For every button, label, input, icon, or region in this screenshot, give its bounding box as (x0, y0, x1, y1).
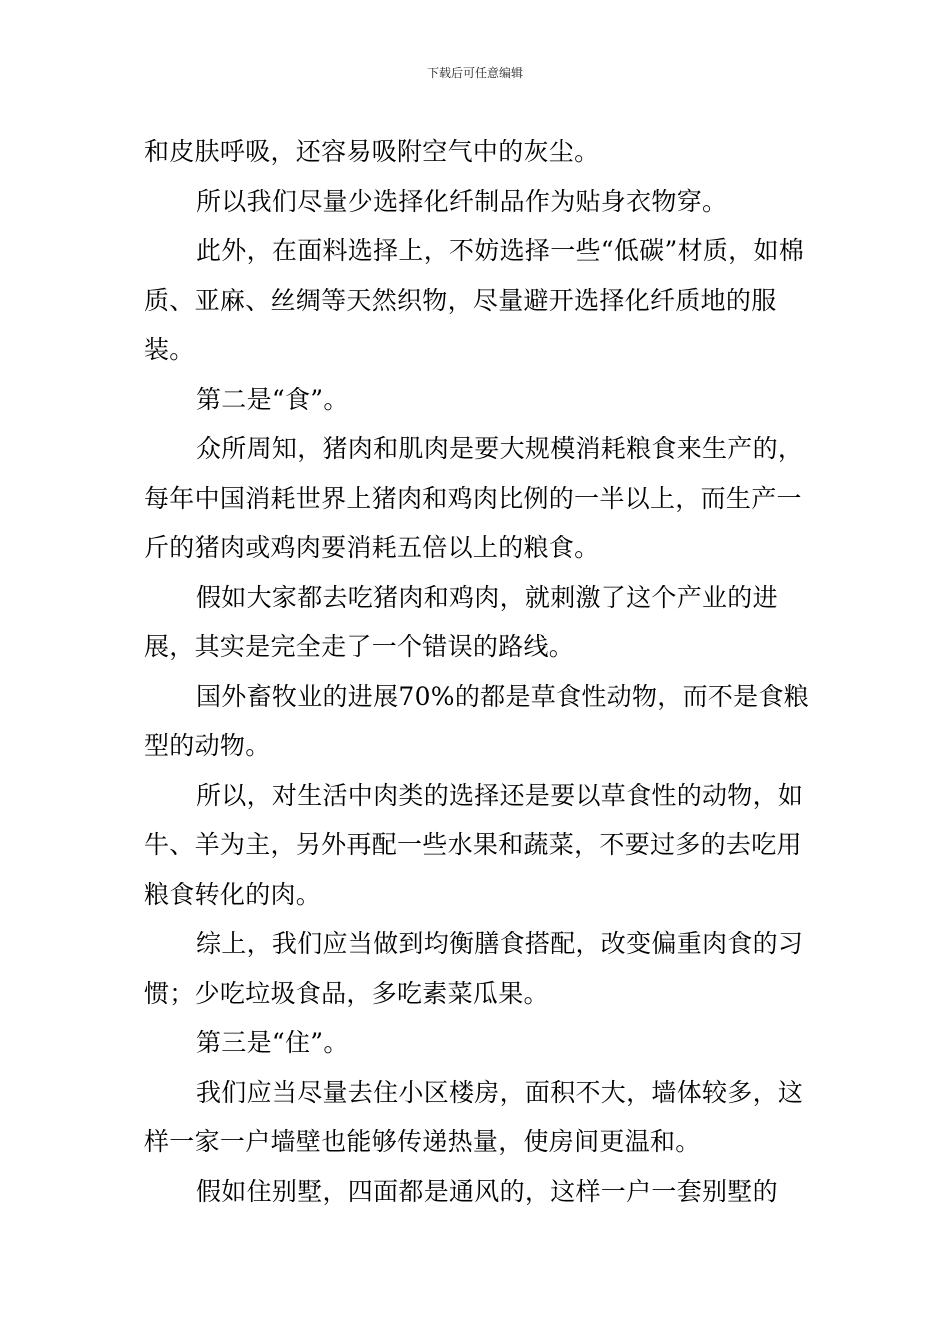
section-heading-food: 第二是“食”。 (196, 384, 349, 414)
page-header-note: 下载后可任意编辑 (426, 66, 523, 80)
paragraph: 假如大家都去吃猪肉和鸡肉，就刺激了这个产业的进展，其实是完全走了一个错误的路线。 (144, 582, 778, 661)
paragraph: 和皮肤呼吸，还容易吸附空气中的灰尘。 (144, 137, 600, 166)
paragraph: 综上，我们应当做到均衡膳食搭配，改变偏重肉食的习惯；少吃垃圾食品，多吃素菜瓜果。 (144, 929, 804, 1008)
paragraph: 众所周知，猪肉和肌肉是要大规模消耗粮食来生产的，每年中国消耗世界上猪肉和鸡肉比例的一半以上，而生产一斤的猪肉或鸡肉要消耗五倍以上的粮食。 (144, 434, 804, 562)
paragraph: 假如住别墅，四面都是通风的，这样一户一套别墅的 (196, 1176, 778, 1206)
paragraph: 此外，在面料选择上，不妨选择一些“低碳”材质，如棉质、亚麻、丝绸等天然织物，尽量避开选择化纤质地的服装。 (144, 236, 805, 364)
paragraph: 国外畜牧业的进展70%的都是草食性动物，而不是食粮型的动物。 (144, 681, 810, 760)
paragraph: 所以，对生活中肉类的选择还是要以草食性的动物，如牛、羊为主，另外再配一些水果和蔬菜，不要过多的去吃用粮食转化的肉。 (144, 780, 804, 909)
document-body (144, 127, 824, 1216)
paragraph: 我们应当尽量去住小区楼房，面积不大，墙体较多，这样一家一户墙壁也能够传递热量，使房间更温和。 (144, 1077, 804, 1156)
paragraph: 所以我们尽量少选择化纤制品作为贴身衣物穿。 (196, 186, 728, 216)
section-heading-housing: 第三是“住”。 (196, 1028, 349, 1057)
